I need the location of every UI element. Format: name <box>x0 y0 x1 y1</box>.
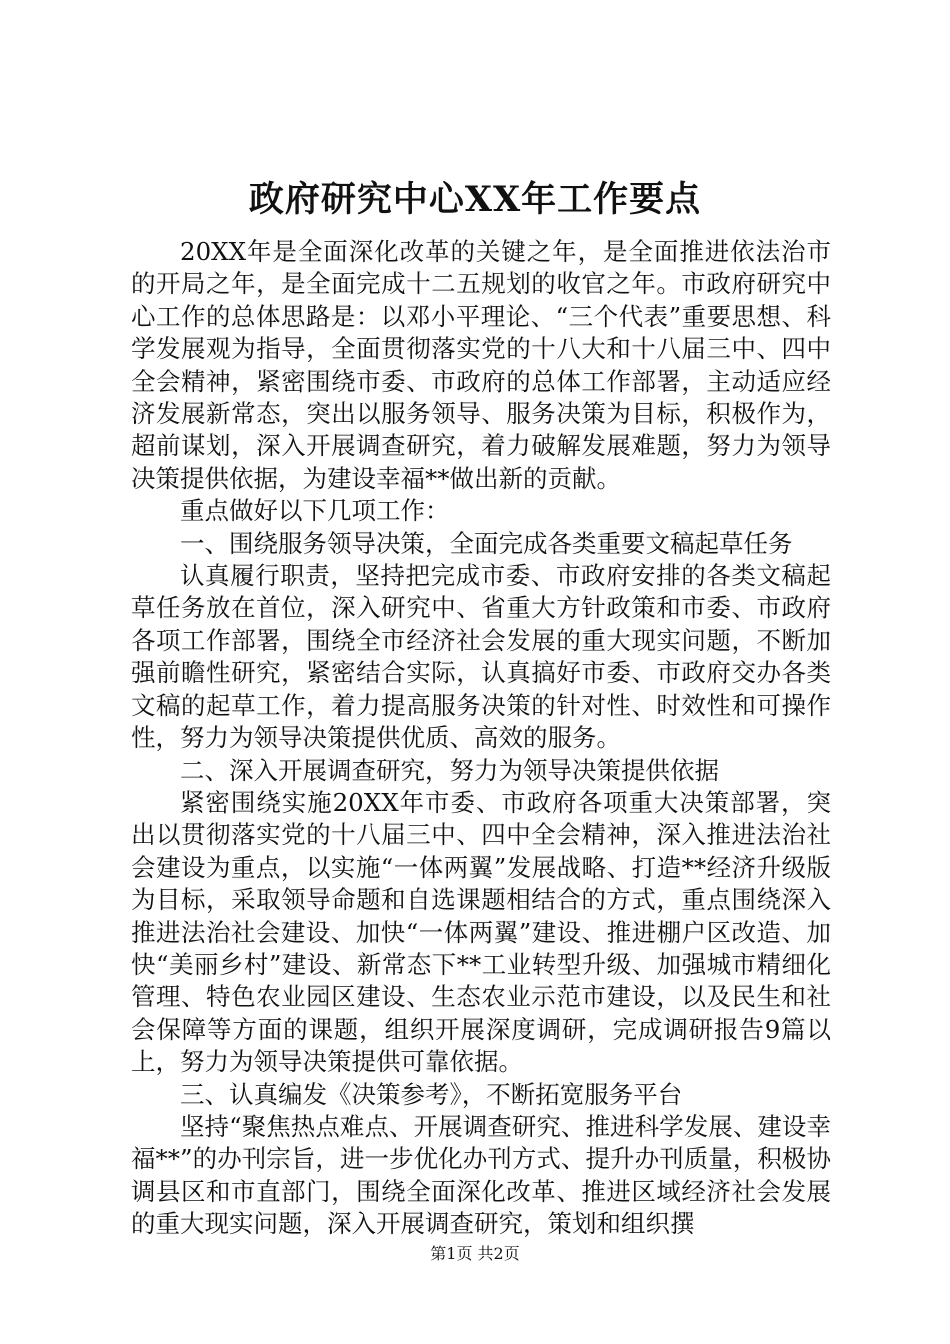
section-heading-1: 一、围绕服务领导决策，全面完成各类重要文稿起草任务 <box>180 528 793 558</box>
page-footer: 第1页 共2页 <box>430 1244 520 1263</box>
paragraph-section-2: 紧密围绕实施20XX年市委、市政府各项重大决策部署，突出以贯彻落实党的十八届三中、四中全会精神，深入推进法治社会建设为重点，以实施“一体两翼”发展战略、打造**经济升级版为目标，采取领导命题和自选课题相结合的方式，重点围绕深入推进法治社会建设、加快“一体两翼”建设、推进棚户区改造、加快“美丽乡村”建设、新常态下**工业转型升级、加强城市精细化管理、特色农业园区建设、生态农业示范市建设，以及民生和社会保障等方面的课题，组织开展深度调研，完成调研报告9篇以上，努力为领导决策提供可靠依据。 <box>131 787 831 1077</box>
section-heading-2: 二、深入开展调查研究，努力为领导决策提供依据 <box>180 755 719 785</box>
document-title: 政府研究中心XX年工作要点 <box>248 179 702 220</box>
paragraph-section-3: 坚持“聚焦热点难点、开展调查研究、推进科学发展、建设幸福**”的办刊宗旨，进一步优化办刊方式、提升办刊质量，积极协调县区和市直部门，围绕全面深化改革、推进区域经济社会发展的重大现实问题，深入开展调查研究，策划和组织撰 <box>131 1111 831 1239</box>
document-body <box>131 236 831 1241</box>
paragraph-section-1: 认真履行职责，坚持把完成市委、市政府安排的各类文稿起草任务放在首位，深入研究中、省重大方针政策和市委、市政府各项工作部署，围绕全市经济社会发展的重大现实问题，不断加强前瞻性研究，紧密结合实际，认真搞好市委、市政府交办各类文稿的起草工作，着力提高服务决策的针对性、时效性和可操作性，努力为领导决策提供优质、高效的服务。 <box>131 561 831 753</box>
section-heading-3: 三、认真编发《决策参考》，不断拓宽服务平台 <box>180 1079 683 1109</box>
paragraph-intro: 20XX年是全面深化改革的关键之年，是全面推进依法治市的开局之年，是全面完成十二五规划的收官之年。市政府研究中心工作的总体思路是：以邓小平理论、“三个代表”重要思想、科学发展观为指导，全面贯彻落实党的十八大和十八届三中、四中全会精神，紧密围绕市委、市政府的总体工作部署，主动适应经济发展新常态，突出以服务领导、服务决策为目标，积极作为，超前谋划，深入开展调查研究，着力破解发展难题，努力为领导决策提供依据，为建设幸福**做出新的贡献。 <box>131 237 831 493</box>
paragraph-focus-lead: 重点做好以下几项工作： <box>180 496 450 526</box>
